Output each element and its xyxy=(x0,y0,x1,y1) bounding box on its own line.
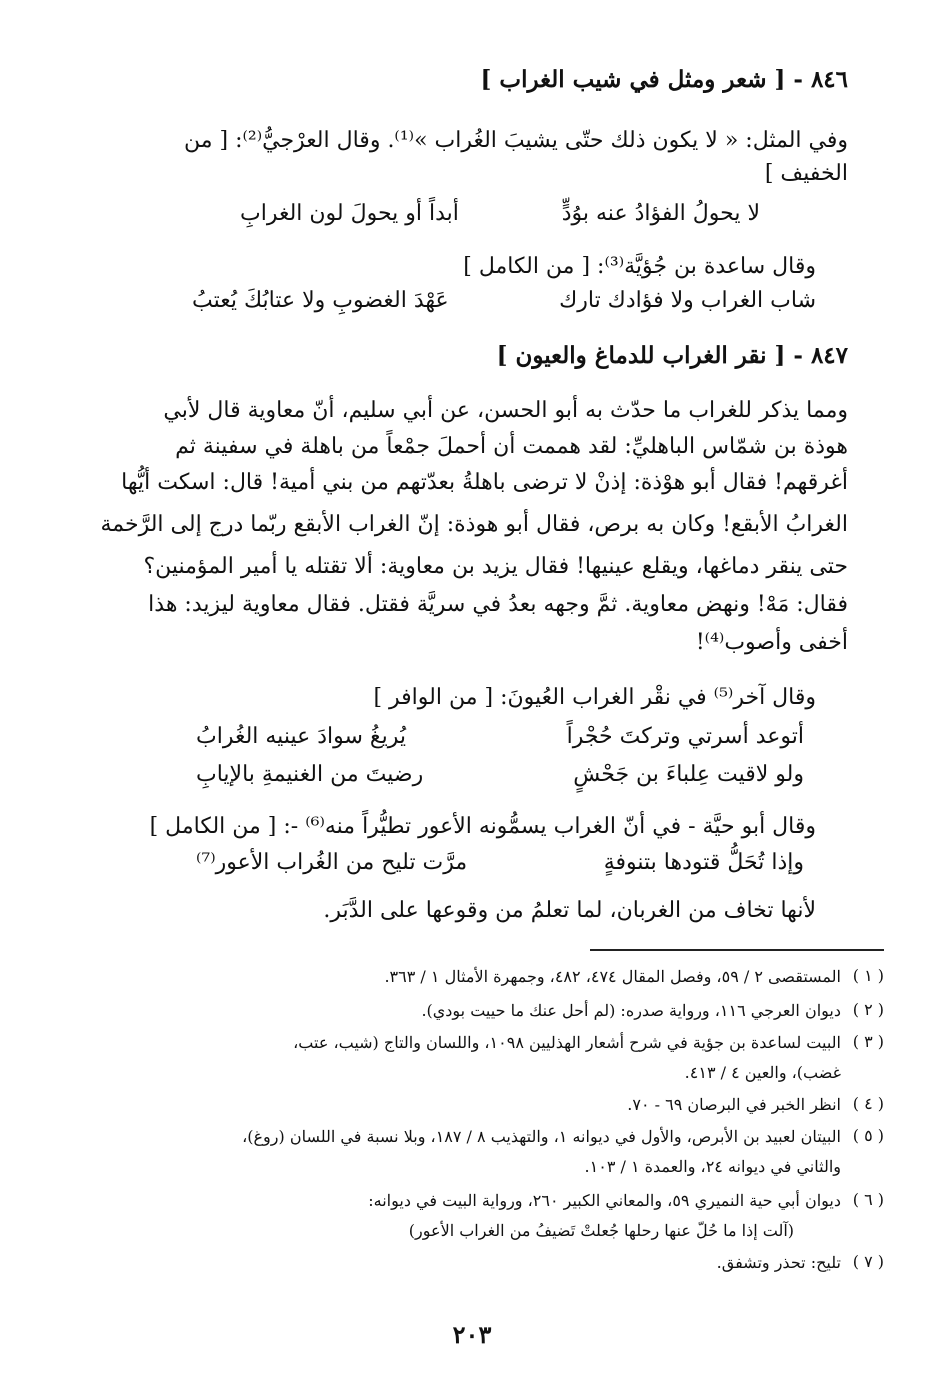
footnote-number: ( ٤ ) xyxy=(852,1094,884,1113)
verse-hemistich-left: رضيتَ من الغنيمةِ بالإيابِ xyxy=(196,762,424,787)
footnote-number: ( ١ ) xyxy=(852,966,884,985)
page-number: ٢٠٣ xyxy=(452,1320,492,1349)
section-heading-847: ٨٤٧ - [ نقر الغراب للدماغ والعيون ] xyxy=(496,342,848,369)
verse-hemistich-right: ولو لاقيت عِلباءَ بن جَحْشٍ xyxy=(573,762,804,787)
paragraph-line: فقال: مَهْ! ونهض معاوية. ثمَّ وجهه بعدُ في سريَّة فقتل. فقال معاوية ليزيد: هذا xyxy=(148,592,848,617)
section-heading-846: ٨٤٦ - [ شعر ومثل في شيب الغراب ] xyxy=(480,66,848,93)
paragraph-line: الغرابُ الأبقع! وكان به برص، فقال أبو هوذة: إنّ الغراب الأبقع ربّما درج إلى الرَّخمة xyxy=(100,512,848,537)
footnote-separator xyxy=(590,949,884,951)
footnote-number: ( ٧ ) xyxy=(852,1252,884,1271)
footnote-text: ديوان العرجي ١١٦، ورواية صدره: (لم أحل عنك ما حييت بودي). xyxy=(421,1001,841,1020)
paragraph-line: الخفيف ] xyxy=(764,161,848,186)
verse-hemistich-right: أتوعد أسرتي وتركتَ حُجْراً xyxy=(566,724,804,749)
footnote-number: ( ٣ ) xyxy=(852,1032,884,1051)
footnote-text: البيتان لعبيد بن الأبرص، والأول في ديوانه ١، والتهذيب ٨ / ١٨٧، وبلا نسبة في اللسان (روغ)، xyxy=(242,1127,841,1146)
verse-hemistich-left: مرَّت تليح من الغُراب الأعور⁽⁷⁾ xyxy=(196,850,468,875)
verse-hemistich-left: عَهْدَ الغضوبِ ولا عتابُكَ يُعتبُ xyxy=(192,288,449,313)
verse-intro: وقال ساعدة بن جُؤيَّة⁽³⁾: [ من الكامل ] xyxy=(463,254,816,279)
paragraph-line: حتى ينقر دماغها، ويقلع عينيها! فقال يزيد بن معاوية: ألا تقتله يا أمير المؤمنين؟ xyxy=(143,554,848,579)
paragraph-line: هوذة بن شمّاس الباهليِّ: لقد هممت أن أحملَ جمْعاً من باهلة في سفينة ثم xyxy=(175,434,848,459)
footnote-text: ديوان أبي حية النميري ٥٩، والمعاني الكبير ٢٦٠، ورواية البيت في ديوانه: xyxy=(368,1191,841,1210)
verse-hemistich-left: أبداً أو يحولَ لون الغرابِ xyxy=(240,201,459,226)
paragraph-line: ومما يذكر للغراب ما حدّث به أبو الحسن، عن أبي سليم، أنّ معاوية قال لأبي xyxy=(163,398,848,423)
closing-line: لأنها تخاف من الغربان، لما تعلمُ من وقوعها على الدَّبَر. xyxy=(323,898,816,923)
footnote-text: المستقصى ٢ / ٥٩، وفصل المقال ٤٧٤، ٤٨٢، وجمهرة الأمثال ١ / ٣٦٣. xyxy=(384,967,841,986)
footnote-number: ( ٢ ) xyxy=(852,1000,884,1019)
footnote-text: (آلت إذا ما حُلّ عنها رحلها جُعلتْ تَضيفُ من الغراب الأعور) xyxy=(408,1221,794,1240)
footnote-text: والثاني في ديوانه ٢٤، والعمدة ١ / ١٠٣. xyxy=(584,1157,841,1176)
verse-intro: وقال أبو حيَّة - في أنّ الغراب يسمُّونه الأعور تطيُّراً منه⁽⁶⁾ -: [ من الكامل ] xyxy=(149,814,816,839)
footnote-text: البيت لساعدة بن جؤية في شرح أشعار الهذليين ١٠٩٨، واللسان والتاج (شيب، عتب، xyxy=(293,1033,841,1052)
footnote-text: غضب)، والعين ٤ / ٤١٣. xyxy=(684,1063,841,1082)
paragraph-line: أغرقهم! فقال أبو هوْذة: إذنْ لا ترضى باهلةُ بعدّتهم من بني أمية! قال: اسكت أيُّها xyxy=(121,470,848,495)
verse-hemistich-right: وإذا تُحَلُّ قتودها بتنوفةٍ xyxy=(603,850,804,875)
verse-intro: وقال آخر⁽⁵⁾ في نقْر الغراب العُيونَ: [ من الوافر ] xyxy=(373,685,816,710)
verse-hemistich-right: لا يحولُ الفؤادُ عنه بوُدٍّ xyxy=(561,201,760,226)
footnote-text: تليح: تحذر وتشفق. xyxy=(716,1253,841,1272)
footnote-number: ( ٥ ) xyxy=(852,1126,884,1145)
footnote-number: ( ٦ ) xyxy=(852,1190,884,1209)
verse-hemistich-left: يُريغُ سوادَ عينيه الغُرابُ xyxy=(196,724,407,749)
verse-hemistich-right: شاب الغراب ولا فؤادك تارك xyxy=(559,288,816,313)
paragraph-line: أخفى وأصوب⁽⁴⁾! xyxy=(695,630,848,655)
paragraph-line: وفي المثل: « لا يكون ذلك حتّى يشيبَ الغُراب »⁽¹⁾. وقال العرْجيُّ⁽²⁾: [ من xyxy=(183,128,848,153)
footnote-text: انظر الخبر في البرصان ٦٩ - ٧٠. xyxy=(627,1095,841,1114)
